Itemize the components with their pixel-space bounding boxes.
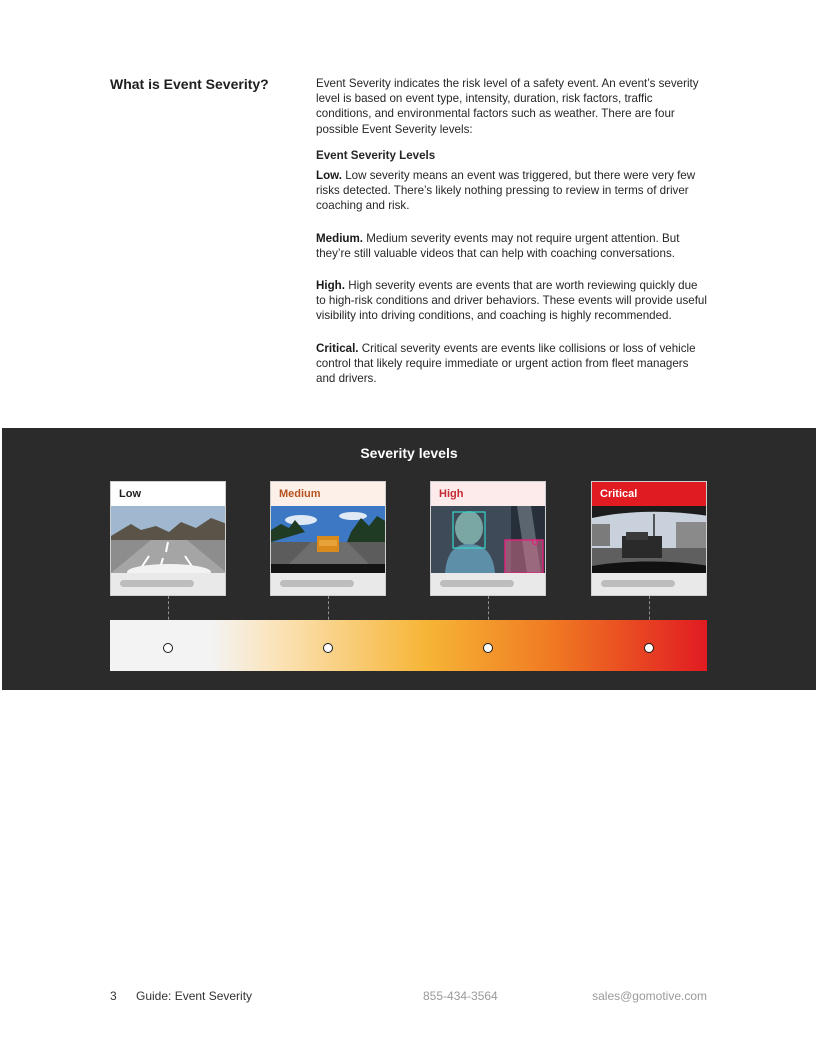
page-number: 3	[110, 989, 117, 1003]
card-header: Low	[111, 482, 225, 506]
intersection-scene-image	[592, 506, 706, 573]
severity-gradient-scale	[110, 620, 707, 671]
email-address: sales@gomotive.com	[592, 989, 707, 1003]
highway-scene-image	[271, 506, 385, 573]
driver-facing-image	[431, 506, 545, 573]
level-name: Critical.	[316, 341, 359, 355]
levels-subheading: Event Severity Levels	[316, 148, 436, 162]
severity-figure	[2, 428, 816, 690]
dashcam-thumbnail	[592, 506, 706, 573]
level-name: High.	[316, 279, 345, 293]
placeholder-bar	[120, 580, 194, 587]
dashcam-thumbnail	[111, 506, 225, 573]
level-description: High severity events are events that are worth reviewing quickly due to high-risk conditions and driver behaviors. These events will provide useful visibility into driving conditions, and coaching is highly recommended.	[316, 279, 707, 323]
scale-marker-low	[163, 643, 173, 653]
guide-title: Guide: Event Severity	[136, 989, 253, 1003]
figure-title: Severity levels	[360, 445, 458, 461]
level-high-paragraph	[316, 278, 708, 324]
body-text	[316, 76, 708, 403]
scale-marker-high	[483, 643, 493, 653]
card-header: Critical	[592, 482, 706, 506]
severity-card-medium	[270, 481, 386, 596]
dashcam-thumbnail	[431, 506, 545, 573]
dashcam-thumbnail	[271, 506, 385, 573]
placeholder-bar	[280, 580, 354, 587]
placeholder-bar	[601, 580, 675, 587]
road-scene-image	[111, 506, 225, 573]
card-header: High	[431, 482, 545, 506]
severity-card-high	[430, 481, 546, 596]
section-heading: What is Event Severity?	[110, 76, 269, 92]
severity-card-low	[110, 481, 226, 596]
level-name: Medium.	[316, 231, 364, 245]
severity-card-critical	[591, 481, 707, 596]
level-critical-paragraph	[316, 341, 708, 387]
scale-marker-medium	[323, 643, 333, 653]
card-header: Medium	[271, 482, 385, 506]
level-medium-paragraph	[316, 231, 708, 261]
level-description: Critical severity events are events like collisions or loss of vehicle control that likely require immediate or urgent action from fleet managers and drivers.	[316, 341, 696, 386]
level-description: Low severity means an event was triggered, but there were very few risks detected. There’s likely nothing pressing to review in terms of driver coaching and risk.	[316, 169, 696, 213]
placeholder-bar	[440, 580, 514, 587]
level-name: Low.	[316, 169, 342, 183]
intro-paragraph: Event Severity indicates the risk level of a safety event. An event’s severity level is based on event type, intensity, duration, risk factors, traffic conditions, and environmental factors such as weather. There are four possible Event Severity levels:	[316, 77, 699, 136]
phone-number: 855-434-3564	[423, 989, 498, 1003]
level-low-paragraph	[316, 168, 708, 214]
level-description: Medium severity events may not require urgent attention. But they’re still valuable videos that can help with coaching conversations.	[316, 231, 680, 260]
scale-marker-critical	[644, 643, 654, 653]
